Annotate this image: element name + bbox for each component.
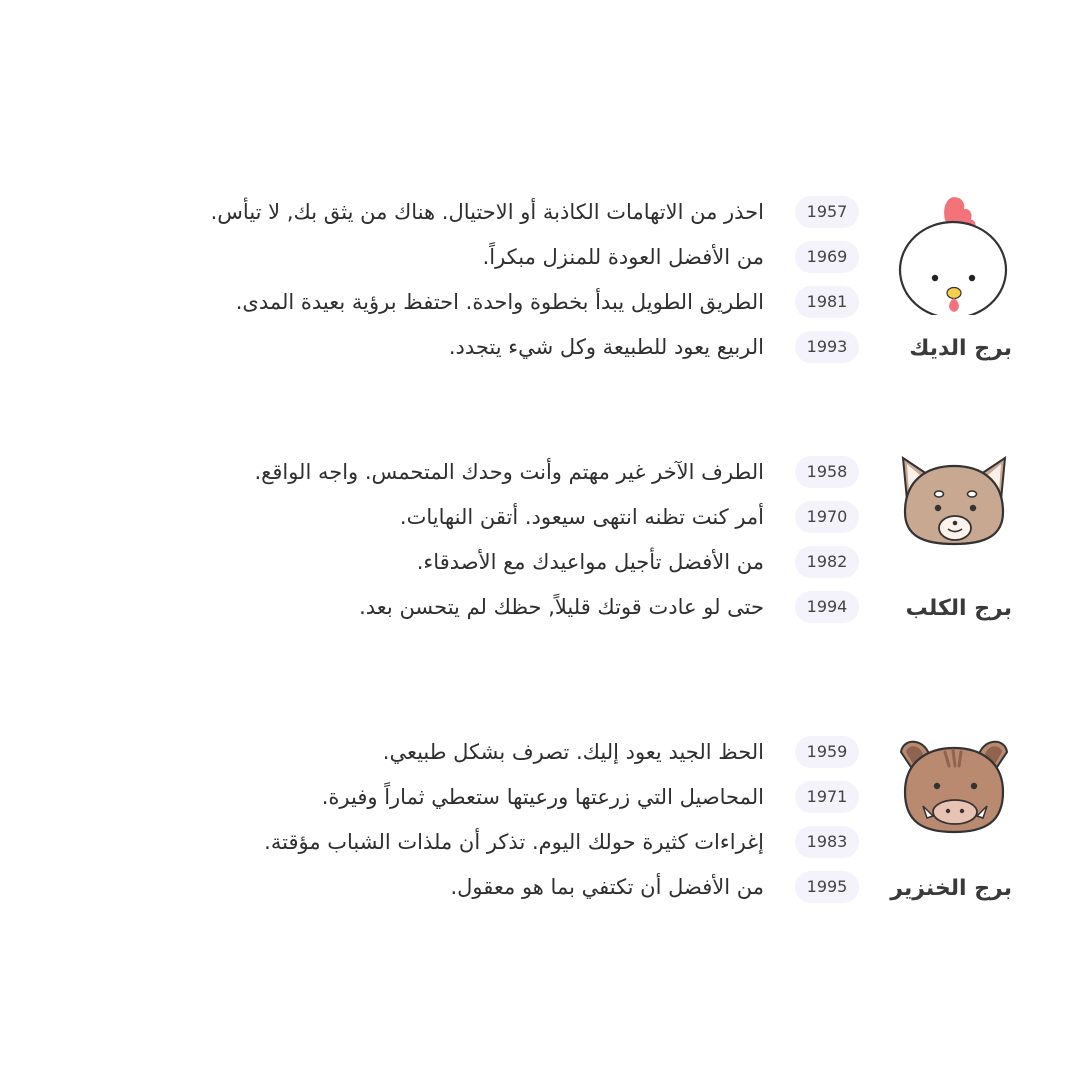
sign-rooster — [0, 190, 1080, 390]
fortune-text: أمر كنت تظنه انتهى سيعود. أتقن النهايات. — [399, 505, 764, 529]
sign-title: برج الديك — [909, 336, 1012, 361]
fortune-text: المحاصيل التي زرعتها ورعيتها ستعطي ثماراً وفيرة. — [321, 785, 764, 809]
fortune-text: الحظ الجيد يعود إليك. تصرف بشكل طبيعي. — [382, 740, 764, 764]
fortune-text: من الأفضل أن تكتفي بما هو معقول. — [450, 875, 764, 899]
fortune-text: إغراءات كثيرة حولك اليوم. تذكر أن ملذات الشباب مؤقتة. — [264, 830, 764, 854]
sign-title: برج الخنزير — [890, 876, 1012, 901]
fortune-row — [0, 241, 1080, 281]
fortune-row — [0, 591, 1080, 631]
fortune-row — [0, 286, 1080, 326]
year-badge: 1957 — [795, 196, 859, 228]
sign-title: برج الكلب — [905, 596, 1012, 621]
fortune-row — [0, 546, 1080, 586]
year-badge: 1970 — [795, 501, 859, 533]
year-badge: 1959 — [795, 736, 859, 768]
fortune-row — [0, 196, 1080, 236]
sign-boar — [0, 730, 1080, 930]
fortune-text: الطريق الطويل يبدأ بخطوة واحدة. احتفظ برؤية بعيدة المدى. — [235, 290, 764, 314]
fortune-row — [0, 871, 1080, 911]
fortune-row — [0, 736, 1080, 776]
fortune-text: من الأفضل العودة للمنزل مبكراً. — [482, 245, 764, 269]
year-badge: 1971 — [795, 781, 859, 813]
fortune-row — [0, 826, 1080, 866]
fortune-row — [0, 456, 1080, 496]
year-badge: 1993 — [795, 331, 859, 363]
fortune-row — [0, 331, 1080, 371]
fortune-text: احذر من الاتهامات الكاذبة أو الاحتيال. هناك من يثق بك, لا تيأس. — [210, 200, 764, 224]
year-badge: 1982 — [795, 546, 859, 578]
year-badge: 1983 — [795, 826, 859, 858]
year-badge: 1981 — [795, 286, 859, 318]
fortune-text: الطرف الآخر غير مهتم وأنت وحدك المتحمس. واجه الواقع. — [254, 460, 764, 484]
fortune-row — [0, 781, 1080, 821]
fortune-text: من الأفضل تأجيل مواعيدك مع الأصدقاء. — [416, 550, 764, 574]
year-badge: 1995 — [795, 871, 859, 903]
year-badge: 1969 — [795, 241, 859, 273]
sign-dog — [0, 450, 1080, 650]
fortune-text: الربيع يعود للطبيعة وكل شيء يتجدد. — [448, 335, 764, 359]
year-badge: 1994 — [795, 591, 859, 623]
fortune-row — [0, 501, 1080, 541]
year-badge: 1958 — [795, 456, 859, 488]
fortune-text: حتى لو عادت قوتك قليلاً, حظك لم يتحسن بعد. — [359, 595, 764, 619]
